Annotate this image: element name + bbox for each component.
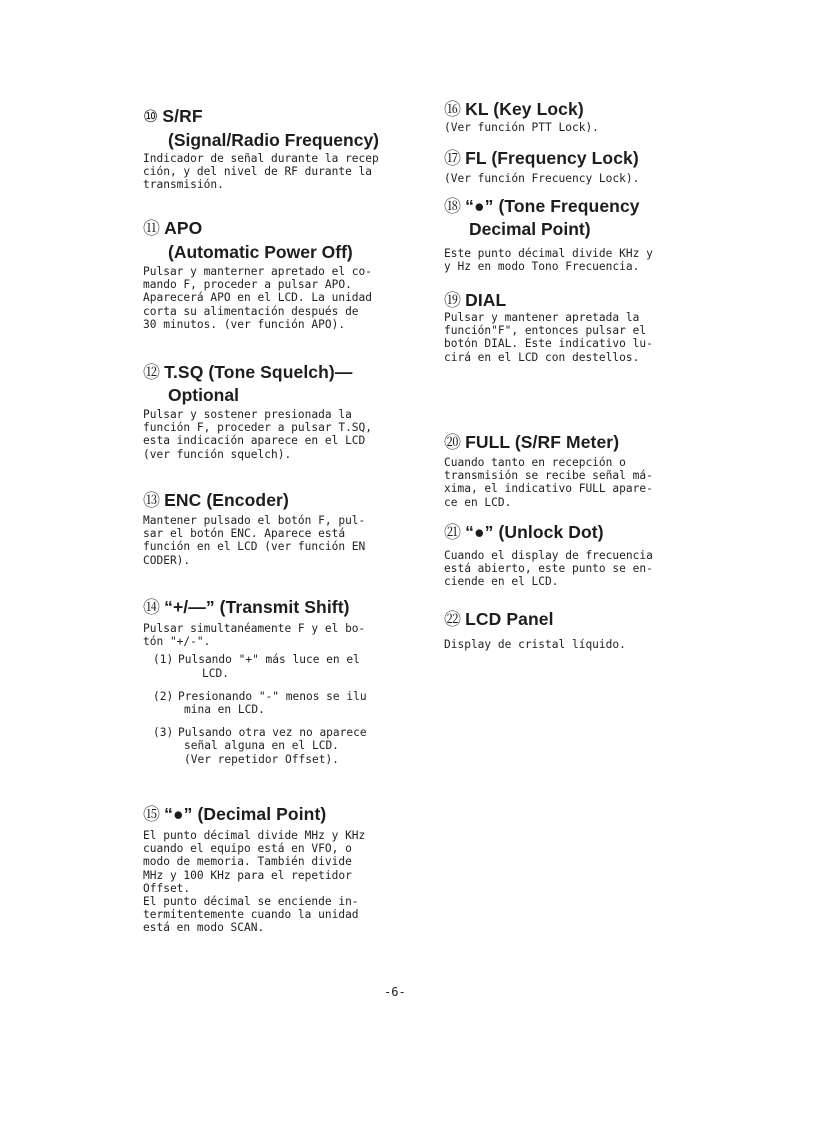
section-10-body: Indicador de señal durante la recep ción, y del nivel de RF durante la transmisión. (143, 152, 379, 192)
section-14-body: Pulsar simultanéamente F y el bo- tón "+/-". (143, 622, 366, 649)
section-14-item-3: (3) Pulsando otra vez no aparece señal alguna en el LCD. (Ver repetidor Offset). (153, 726, 367, 766)
section-20-body: Cuando tanto en recepción o transmisión se recibe señal má- xima, el indicativo FULL apare- ce en LCD. (444, 456, 653, 509)
section-21-body: Cuando el display de frecuencia está abierto, este punto se en- ciende en el LCD. (444, 549, 653, 589)
section-16-body: (Ver función PTT Lock). (444, 121, 599, 134)
section-12-tsq (143, 362, 372, 461)
section-11-subtitle: (Automatic Power Off) (168, 242, 353, 262)
section-14-heading: ⑭ “+/—” (Transmit Shift) (143, 597, 350, 617)
section-19-body: Pulsar y mantener apretada la función"F", entonces pulsar el botón DIAL. Este indicativo lu- cirá en el LCD con destellos. (444, 311, 653, 364)
section-14-item-2: (2) Presionando "-" menos se ilu mina en LCD. (153, 689, 367, 717)
section-21-heading: ㉑ “●” (Unlock Dot) (444, 522, 604, 542)
section-22-heading: ㉒ LCD Panel (444, 609, 554, 629)
section-11-apo (143, 218, 372, 331)
section-12-body: Pulsar y sostener presionada la función F, proceder a pulsar T.SQ, esta indicación aparece en el LCD (ver función squelch). (143, 408, 373, 461)
section-15-heading: ⑮ “●” (Decimal Point) (143, 804, 327, 824)
section-19-dial (444, 290, 653, 364)
section-22-lcd-panel (444, 609, 626, 651)
section-12-heading: ⑫ T.SQ (Tone Squelch)— (143, 362, 353, 382)
section-11-body: Pulsar y manterner apretado el co- mando F, proceder a pulsar APO. Aparecerá APO en el LCD. La unidad corta su alimentación después de 30 minutos. (ver función APO). (143, 265, 373, 331)
section-20-heading: ⑳ FULL (S/RF Meter) (444, 432, 620, 452)
section-17-frequency-lock (444, 148, 639, 185)
page-number: -6- (384, 985, 406, 999)
section-18-subtitle: Decimal Point) (469, 219, 591, 239)
section-18-tone-frequency-decimal (444, 196, 653, 273)
section-16-key-lock (444, 99, 599, 134)
section-17-body: (Ver función Frecuency Lock). (444, 172, 640, 185)
section-15-decimal-point (143, 804, 365, 935)
section-12-subtitle: Optional (168, 385, 239, 405)
section-20-full-meter (444, 432, 653, 509)
section-10-heading: ⑩ S/RF (143, 106, 203, 126)
section-13-body: Mantener pulsado el botón F, pul- sar el botón ENC. Aparece está función en el LCD (ver función EN CODER). (143, 514, 366, 567)
section-18-body: Este punto décimal divide KHz y y Hz en modo Tono Frecuencia. (444, 247, 653, 274)
section-15-body: El punto décimal divide MHz y KHz cuando el equipo está en VFO, o modo de memoria. También divide MHz y 100 KHz para el repetidor Offset. El punto décimal se enciende in- termitentemente cuando la unidad está en modo SCAN. (143, 829, 366, 935)
section-19-heading: ⑲ DIAL (444, 290, 507, 310)
section-14-item-1: (1) Pulsando "+" más luce en el LCD. (153, 653, 360, 680)
section-14-transmit-shift (143, 597, 367, 766)
section-21-unlock-dot (444, 522, 653, 589)
section-17-heading: ⑰ FL (Frequency Lock) (444, 148, 639, 168)
section-10-subtitle: (Signal/Radio Frequency) (168, 130, 379, 150)
section-16-heading: ⑯ KL (Key Lock) (444, 99, 584, 119)
section-11-heading: ⑪ APO (143, 218, 203, 238)
section-13-heading: ⑬ ENC (Encoder) (143, 490, 289, 510)
section-18-heading: ⑱ “●” (Tone Frequency (444, 196, 640, 216)
section-10-srf (143, 106, 379, 192)
section-13-enc (143, 490, 365, 567)
section-22-body: Display de cristal líquido. (444, 638, 626, 651)
